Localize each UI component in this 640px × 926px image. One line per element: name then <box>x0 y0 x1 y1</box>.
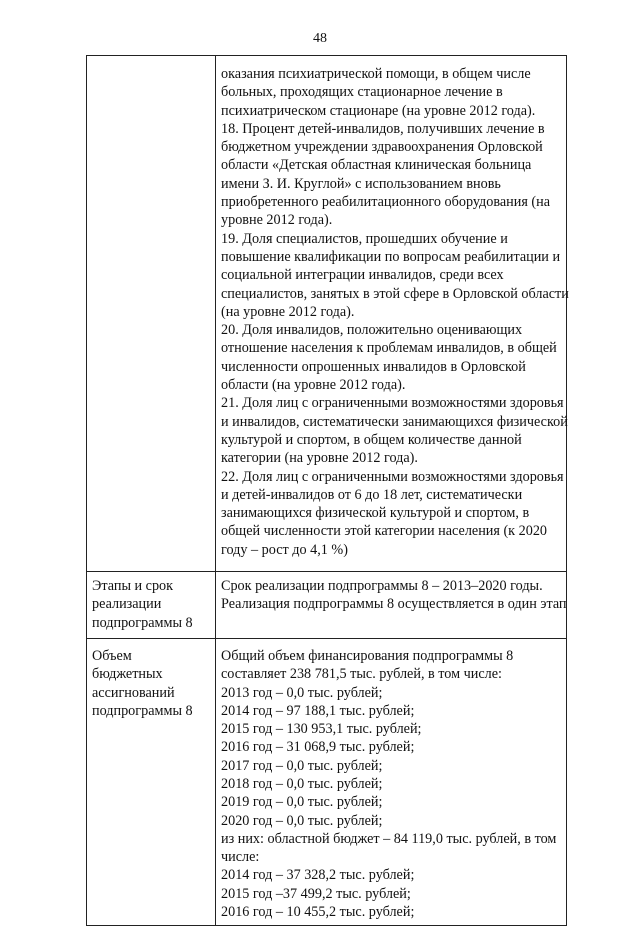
text-line: и детей-инвалидов от 6 до 18 лет, систематически <box>221 486 523 503</box>
text-line: Срок реализации подпрограммы 8 – 2013–2020 годы. <box>221 578 543 595</box>
text-line: (на уровне 2012 года). <box>221 303 355 320</box>
text-line: реализации <box>92 596 162 613</box>
text-line: 20. Доля инвалидов, положительно оценивающих <box>221 322 523 339</box>
text-line: Реализация подпрограммы 8 осуществляется в один этап <box>221 596 567 613</box>
text-line: области «Детская областная клиническая больница <box>221 157 532 174</box>
text-line: повышение квалификации по вопросам реабилитации и <box>221 248 561 265</box>
text-line: бюджетном учреждении здравоохранения Орловской <box>221 139 543 156</box>
text-line: году – рост до 4,1 %) <box>221 541 348 558</box>
text-line: из них: областной бюджет – 84 119,0 тыс. рублей, в том <box>221 830 557 847</box>
text-line: социальной интеграции инвалидов, среди всех <box>221 267 504 284</box>
text-line: подпрограммы 8 <box>92 702 193 719</box>
text-line: области (на уровне 2012 года). <box>221 377 406 394</box>
text-line: 2016 год – 31 068,9 тыс. рублей; <box>221 739 415 756</box>
text-line: имени З. И. Круглой» с использованием вновь <box>221 175 501 192</box>
table-row <box>87 572 567 639</box>
text-line: Объем <box>92 647 132 664</box>
text-line: численности опрошенных инвалидов в Орловской <box>221 358 526 375</box>
text-line: оказания психиатрической помощи, в общем числе <box>221 66 531 82</box>
text-line: специалистов, занятых в этой сфере в Орловской области <box>221 285 569 302</box>
text-line: категории (на уровне 2012 года). <box>221 450 418 467</box>
table-row <box>87 638 567 925</box>
row-label-cell <box>87 638 216 925</box>
text-line: 2015 год –37 499,2 тыс. рублей; <box>221 885 411 902</box>
text-line: 2015 год – 130 953,1 тыс. рублей; <box>221 721 422 738</box>
row-label-cell <box>87 572 216 639</box>
page-number: 48 <box>313 31 327 46</box>
row-content-cell <box>216 638 567 925</box>
text-line: 2014 год – 97 188,1 тыс. рублей; <box>221 702 415 719</box>
text-line: числе: <box>221 849 260 866</box>
text-line: культурой и спортом, в общем количестве данной <box>221 431 522 448</box>
row-content-cell <box>216 56 567 572</box>
text-line: 22. Доля лиц с ограниченными возможностями здоровья <box>221 468 564 485</box>
text-line: 21. Доля лиц с ограниченными возможностями здоровья <box>221 395 564 412</box>
text-line: 2016 год – 10 455,2 тыс. рублей; <box>221 904 415 921</box>
text-line: Общий объем финансирования подпрограммы 8 <box>221 647 514 664</box>
text-line: 2020 год – 0,0 тыс. рублей; <box>221 812 383 829</box>
text-line: ассигнований <box>92 684 175 701</box>
text-line: Этапы и срок <box>92 578 174 595</box>
text-line: уровне 2012 года). <box>221 212 333 229</box>
table-row <box>87 56 567 572</box>
text-line: бюджетных <box>92 666 163 683</box>
subprogram-passport-table <box>86 55 567 926</box>
text-line: 2017 год – 0,0 тыс. рублей; <box>221 757 383 774</box>
text-line: 18. Процент детей-инвалидов, получивших лечение в <box>221 120 545 137</box>
text-line: приобретенного реабилитационного оборудования (на <box>221 194 551 211</box>
text-line: составляет 238 781,5 тыс. рублей, в том числе: <box>221 666 502 683</box>
text-line: подпрограммы 8 <box>92 614 193 631</box>
text-line: больных, проходящих стационарное лечение в <box>221 84 503 101</box>
row-content-cell <box>216 572 567 639</box>
text-line: общей численности этой категории населения (к 2020 <box>221 523 548 540</box>
text-line: 2019 год – 0,0 тыс. рублей; <box>221 794 383 811</box>
row-label-cell <box>87 56 216 572</box>
text-line: 19. Доля специалистов, прошедших обучение и <box>221 230 508 247</box>
text-line: психиатрическом стационаре (на уровне 2012 года). <box>221 102 536 119</box>
text-line: 2013 год – 0,0 тыс. рублей; <box>221 684 383 701</box>
text-line: 2018 год – 0,0 тыс. рублей; <box>221 775 383 792</box>
text-line: 2014 год – 37 328,2 тыс. рублей; <box>221 867 415 884</box>
text-line: занимающихся физической культурой и спортом, в <box>221 505 530 522</box>
text-line: и инвалидов, систематически занимающихся физической <box>221 413 568 430</box>
text-line: отношение населения к проблемам инвалидов, в общей <box>221 340 557 357</box>
